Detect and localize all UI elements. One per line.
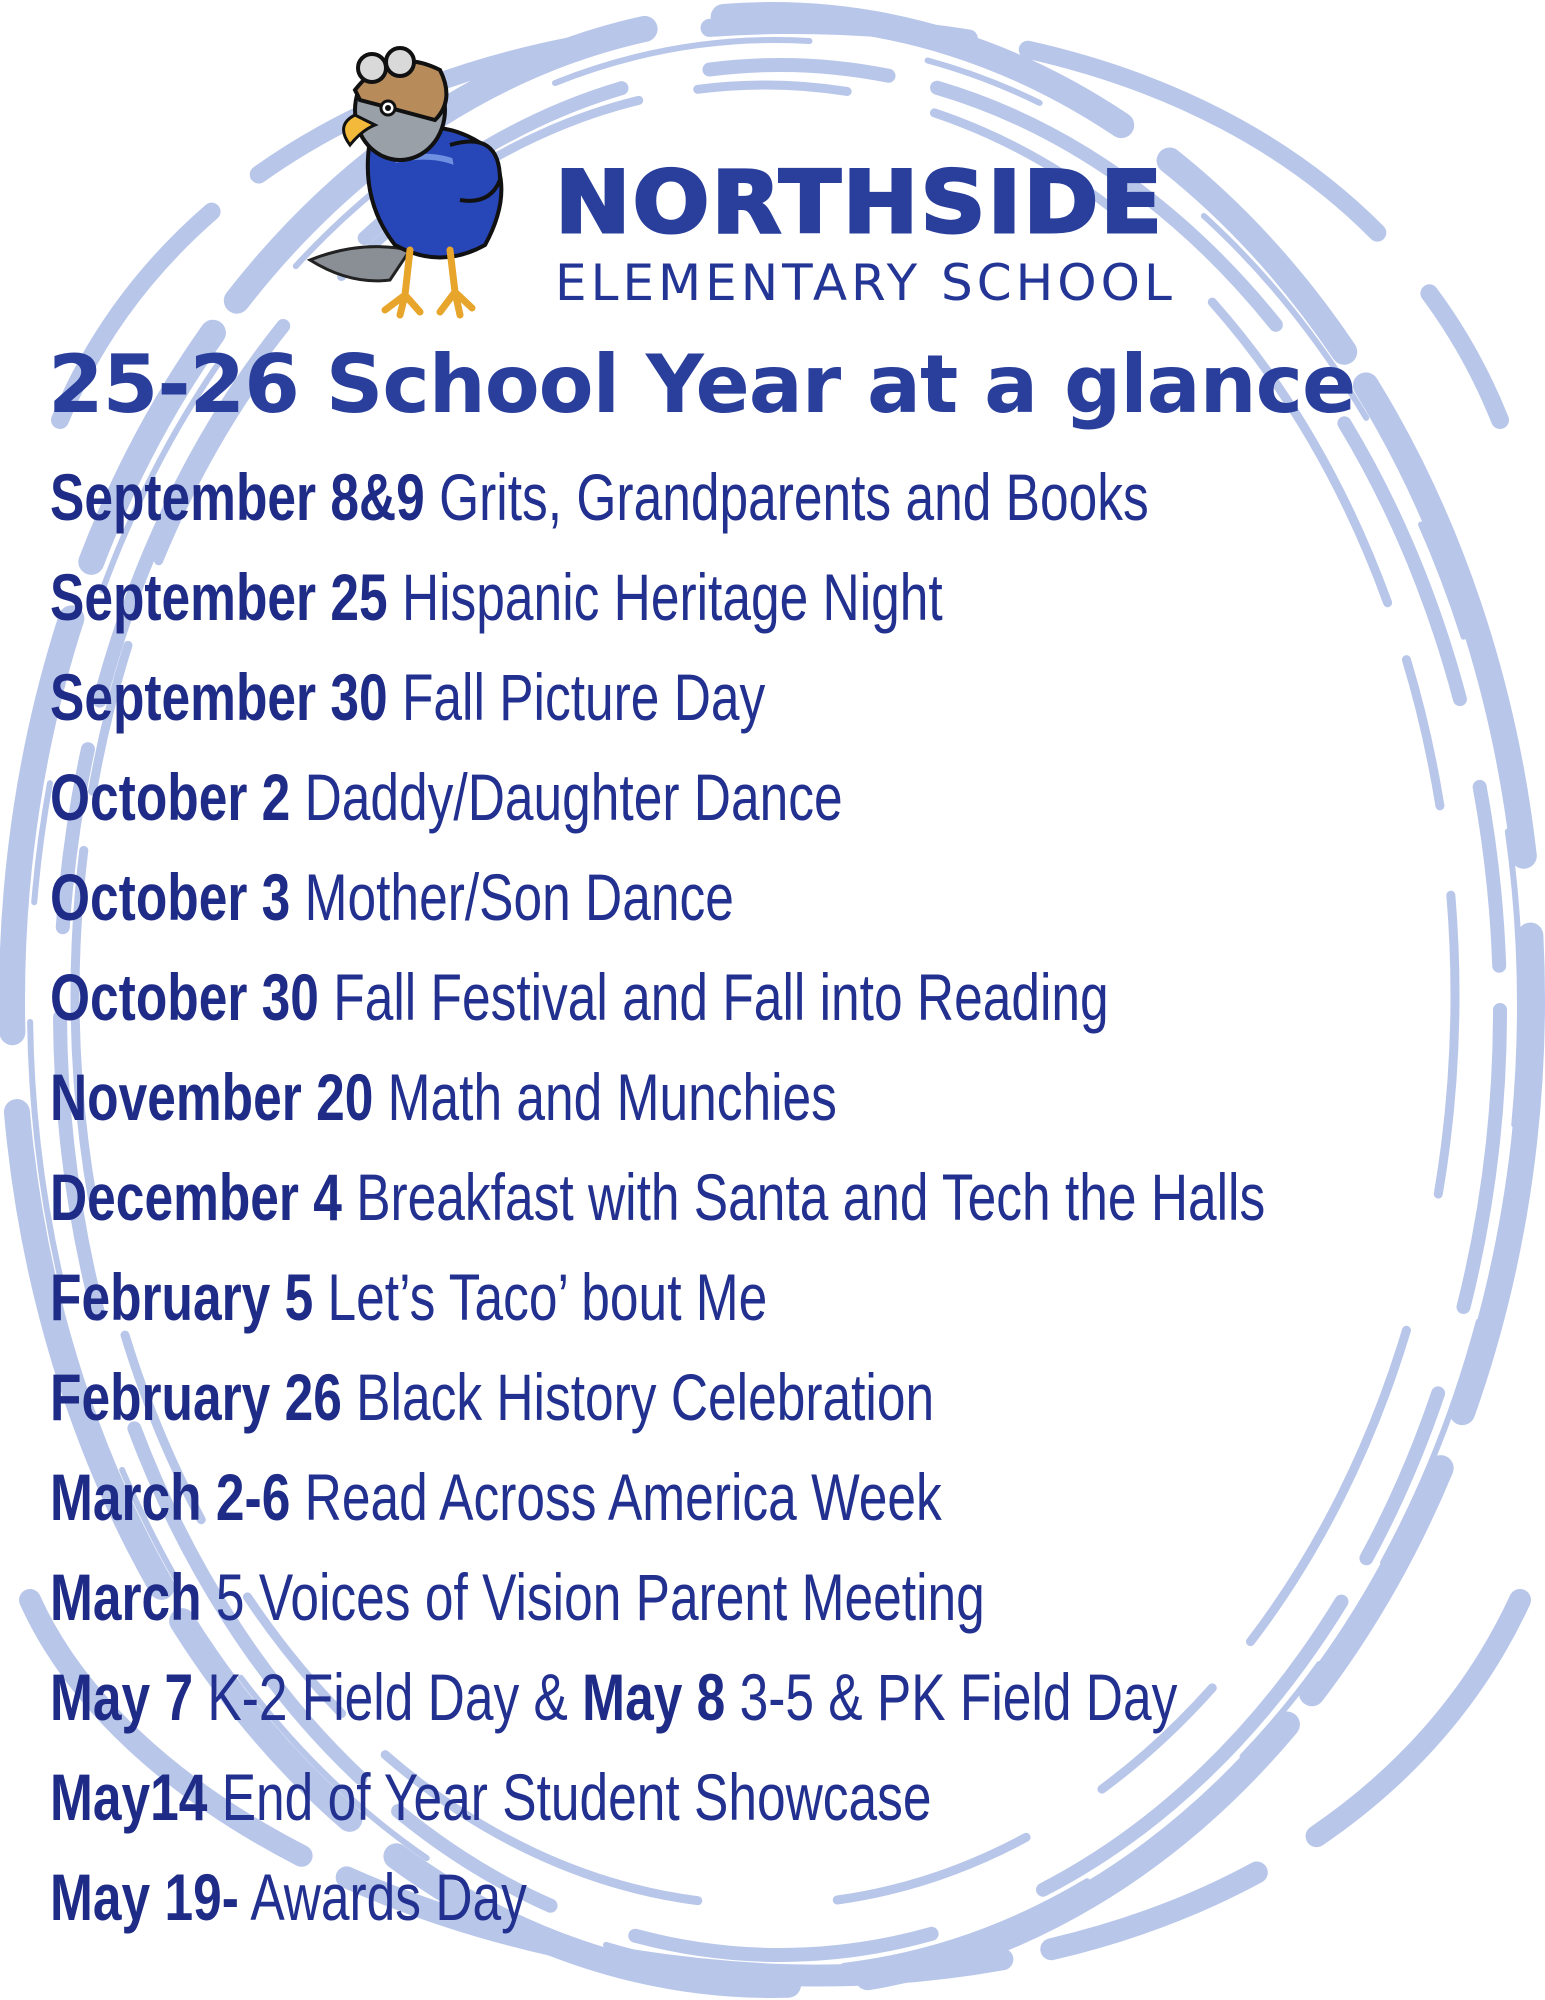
event-description: 5 Voices of Vision Parent Meeting <box>201 1560 985 1634</box>
event-date: September 25 <box>50 560 388 634</box>
event-description: End of Year Student Showcase <box>207 1760 932 1834</box>
event-item <box>50 1652 1265 1752</box>
hawk-mascot-icon <box>300 30 580 330</box>
event-item <box>50 1152 1265 1252</box>
event-description: Fall Picture Day <box>387 660 766 734</box>
event-item <box>50 1252 1265 1352</box>
event-date: October 3 <box>50 860 291 934</box>
event-item <box>50 952 1265 1052</box>
event-item <box>50 1752 1265 1852</box>
event-description: Fall Festival and Fall into Reading <box>318 960 1109 1034</box>
event-item <box>50 1452 1265 1552</box>
event-item <box>50 1052 1265 1152</box>
event-date: February 26 <box>50 1360 342 1434</box>
event-description: Read Across America Week <box>290 1460 942 1534</box>
event-date: November 20 <box>50 1060 374 1134</box>
event-date: October 30 <box>50 960 319 1034</box>
event-item <box>50 452 1265 552</box>
event-date: December 4 <box>50 1160 342 1234</box>
school-name: NORTHSIDE <box>555 153 1165 253</box>
event-date: October 2 <box>50 760 291 834</box>
event-date: May14 <box>50 1760 208 1834</box>
event-item <box>50 752 1265 852</box>
event-date: February 5 <box>50 1260 314 1334</box>
event-item <box>50 1352 1265 1452</box>
event-description: Let’s Taco’ bout Me <box>313 1260 768 1334</box>
event-description: Hispanic Heritage Night <box>387 560 943 634</box>
event-date: September 8&9 <box>50 460 425 534</box>
event-description: Mother/Son Dance <box>290 860 734 934</box>
school-subtitle: ELEMENTARY SCHOOL <box>555 254 1176 312</box>
event-list <box>50 452 1545 1952</box>
event-description: Daddy/Daughter Dance <box>290 760 843 834</box>
event-date: March 2-6 <box>50 1460 291 1534</box>
event-description: Awards Day <box>238 1860 527 1934</box>
event-item <box>50 1552 1265 1652</box>
event-item <box>50 1852 1265 1952</box>
event-description: K-2 Field Day & <box>193 1660 583 1734</box>
event-date: May 7 <box>50 1660 194 1734</box>
event-description: Grits, Grandparents and Books <box>424 460 1149 534</box>
event-description: Black History Celebration <box>341 1360 935 1434</box>
event-date: May 19- <box>50 1860 239 1934</box>
event-description-secondary: 3-5 & PK Field Day <box>725 1660 1178 1734</box>
event-date-secondary: May 8 <box>582 1660 726 1734</box>
event-description: Math and Munchies <box>373 1060 837 1134</box>
event-date: September 30 <box>50 660 388 734</box>
event-date: March <box>50 1560 202 1634</box>
event-description: Breakfast with Santa and Tech the Halls <box>341 1160 1266 1234</box>
event-item <box>50 552 1265 652</box>
page-title: 25-26 School Year at a glance <box>48 338 1356 431</box>
event-item <box>50 852 1265 952</box>
event-item <box>50 652 1265 752</box>
